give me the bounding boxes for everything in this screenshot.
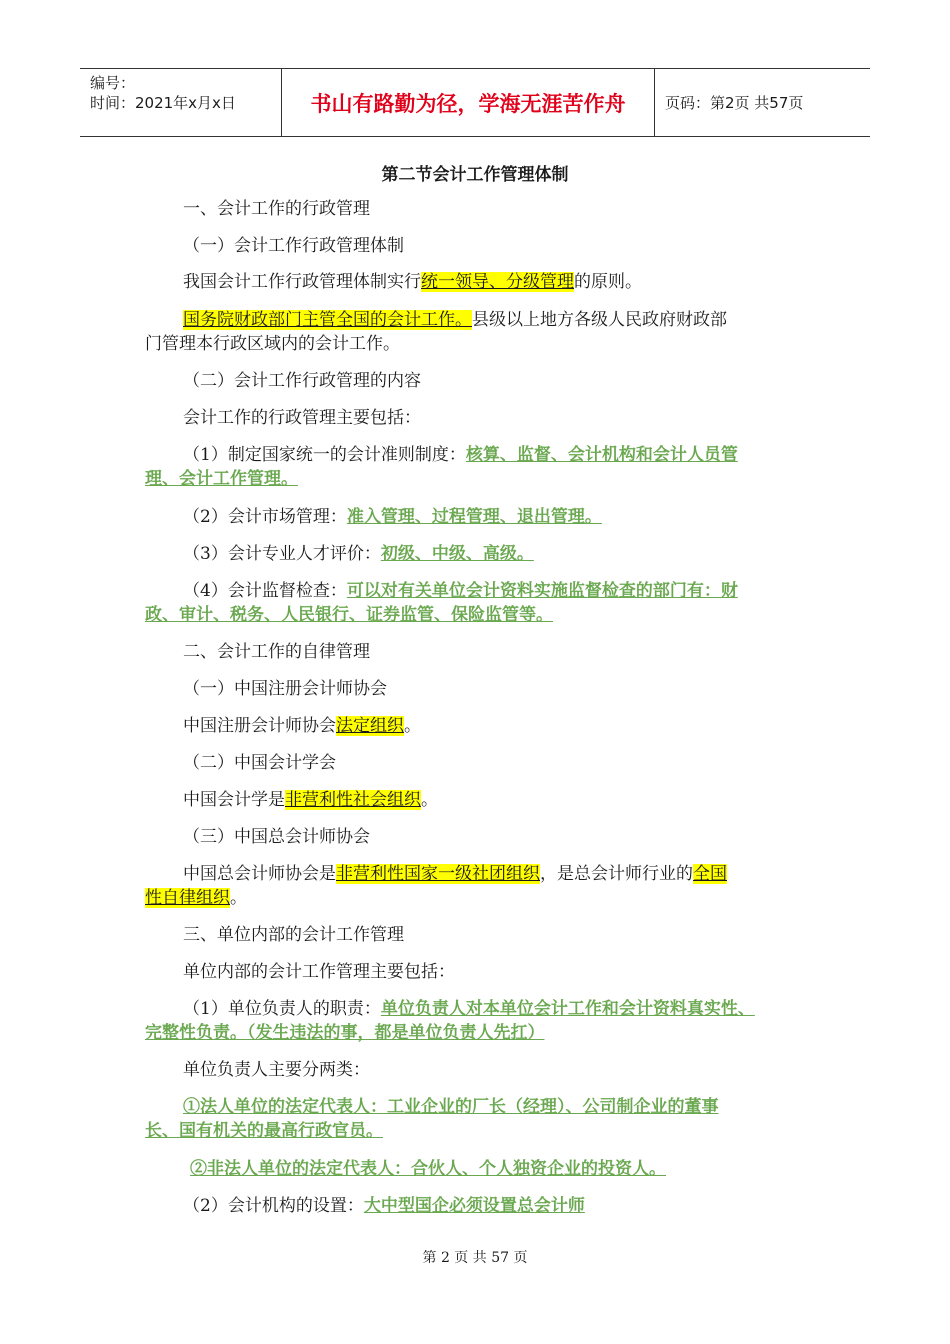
green-text: 核算、监督、会计机构和会计人员管 bbox=[465, 445, 738, 465]
section-title: 第二节会计工作管理体制 bbox=[381, 165, 569, 185]
green-text: 长、国有机关的最高行政官员。 bbox=[145, 1121, 383, 1141]
text: 的原则。 bbox=[574, 272, 642, 292]
item-4-line-1 bbox=[183, 579, 738, 603]
green-text: 可以对有关单位会计资料实施监督检查的部门有：财 bbox=[346, 581, 738, 601]
text: （3）会计专业人才评价： bbox=[183, 544, 381, 564]
text: （1）单位负责人的职责： bbox=[183, 999, 381, 1019]
header-meta-cell bbox=[80, 69, 282, 136]
green-text: 大中型国企必须设置总会计师 bbox=[363, 1196, 585, 1216]
highlight: 统一领导、分级管理 bbox=[421, 272, 574, 292]
paragraph-4 bbox=[183, 714, 421, 738]
item-2 bbox=[183, 505, 602, 529]
subheading-2-2: （二）中国会计学会 bbox=[183, 753, 336, 773]
category-2 bbox=[190, 1157, 666, 1181]
highlight: 国务院财政部门主管全国的会计工作。 bbox=[183, 310, 472, 330]
text: 中国注册会计师协会 bbox=[183, 716, 336, 736]
heading-1: 一、会计工作的行政管理 bbox=[183, 199, 370, 219]
subheading-2-1: （一）中国注册会计师协会 bbox=[183, 679, 387, 699]
paragraph-6-line-1 bbox=[183, 862, 727, 886]
duty-2 bbox=[183, 1194, 585, 1218]
green-text: 初级、中级、高级。 bbox=[380, 544, 534, 564]
text: 我国会计工作行政管理体制实行 bbox=[183, 272, 421, 292]
text: 。 bbox=[404, 716, 421, 736]
header-table bbox=[80, 68, 870, 137]
motto: 书山有路勤为径，学海无涯苦作舟 bbox=[282, 69, 655, 136]
paragraph-5 bbox=[183, 788, 438, 812]
category-1-line-2 bbox=[145, 1119, 383, 1143]
text: ，是总会计师行业的 bbox=[540, 864, 693, 884]
subheading-1-2: （二）会计工作行政管理的内容 bbox=[183, 371, 421, 391]
paragraph-1 bbox=[183, 270, 642, 294]
text: （2）会计市场管理： bbox=[183, 507, 347, 527]
highlight: 非营利性社会组织 bbox=[285, 790, 421, 810]
item-1-line-1 bbox=[183, 443, 738, 467]
paragraph-2-line-1 bbox=[183, 308, 727, 332]
highlight: 非营利性国家一级社团组织 bbox=[336, 864, 540, 884]
page-info: 页码：第2页 共57页 bbox=[665, 94, 804, 112]
text: 。 bbox=[230, 888, 247, 908]
heading-3: 三、单位内部的会计工作管理 bbox=[183, 925, 404, 945]
paragraph-2-line-2: 门管理本行政区域内的会计工作。 bbox=[145, 334, 400, 354]
text: 中国总会计师协会是 bbox=[183, 864, 336, 884]
highlight: 法定组织 bbox=[336, 716, 404, 736]
paragraph-6-line-2 bbox=[145, 886, 247, 910]
text: （4）会计监督检查： bbox=[183, 581, 347, 601]
time-label: 时间：2021年x月x日 bbox=[90, 94, 236, 112]
item-1-line-2 bbox=[145, 467, 298, 491]
paragraph-3: 会计工作的行政管理主要包括： bbox=[183, 408, 421, 428]
text: （2）会计机构的设置： bbox=[183, 1196, 364, 1216]
number-label: 编号： bbox=[90, 74, 136, 92]
green-text: 单位负责人对本单位会计工作和会计资料真实性、 bbox=[380, 999, 755, 1019]
paragraph-8: 单位负责人主要分两类： bbox=[183, 1060, 370, 1080]
subheading-2-3: （三）中国总会计师协会 bbox=[183, 827, 370, 847]
green-text: 准入管理、过程管理、退出管理。 bbox=[346, 507, 602, 527]
duty-1-line-1 bbox=[183, 997, 755, 1021]
highlight: 全国 bbox=[693, 864, 727, 884]
item-4-line-2 bbox=[145, 603, 553, 627]
green-text: 完整性负责。（发生违法的事，都是单位负责人先扛） bbox=[145, 1023, 545, 1043]
duty-1-line-2 bbox=[145, 1021, 545, 1045]
green-text: ②非法人单位的法定代表人：合伙人、个人独资企业的投资人。 bbox=[190, 1159, 666, 1179]
subheading-1-1: （一）会计工作行政管理体制 bbox=[183, 236, 404, 256]
highlight: 性自律组织 bbox=[145, 888, 230, 908]
paragraph-7: 单位内部的会计工作管理主要包括： bbox=[183, 962, 455, 982]
text: （1）制定国家统一的会计准则制度： bbox=[183, 445, 466, 465]
heading-2: 二、会计工作的自律管理 bbox=[183, 642, 370, 662]
page-footer: 第 2 页 共 57 页 bbox=[422, 1250, 528, 1266]
item-3 bbox=[183, 542, 534, 566]
category-1-line-1 bbox=[183, 1095, 719, 1119]
green-text: 政、审计、税务、人民银行、证券监管、保险监管等。 bbox=[145, 605, 553, 625]
text: 中国会计学是 bbox=[183, 790, 285, 810]
text: 县级以上地方各级人民政府财政部 bbox=[472, 310, 727, 330]
text: 。 bbox=[421, 790, 438, 810]
green-text: 理、会计工作管理。 bbox=[145, 469, 298, 489]
green-text: ①法人单位的法定代表人：工业企业的厂长（经理）、公司制企业的董事 bbox=[183, 1097, 719, 1117]
